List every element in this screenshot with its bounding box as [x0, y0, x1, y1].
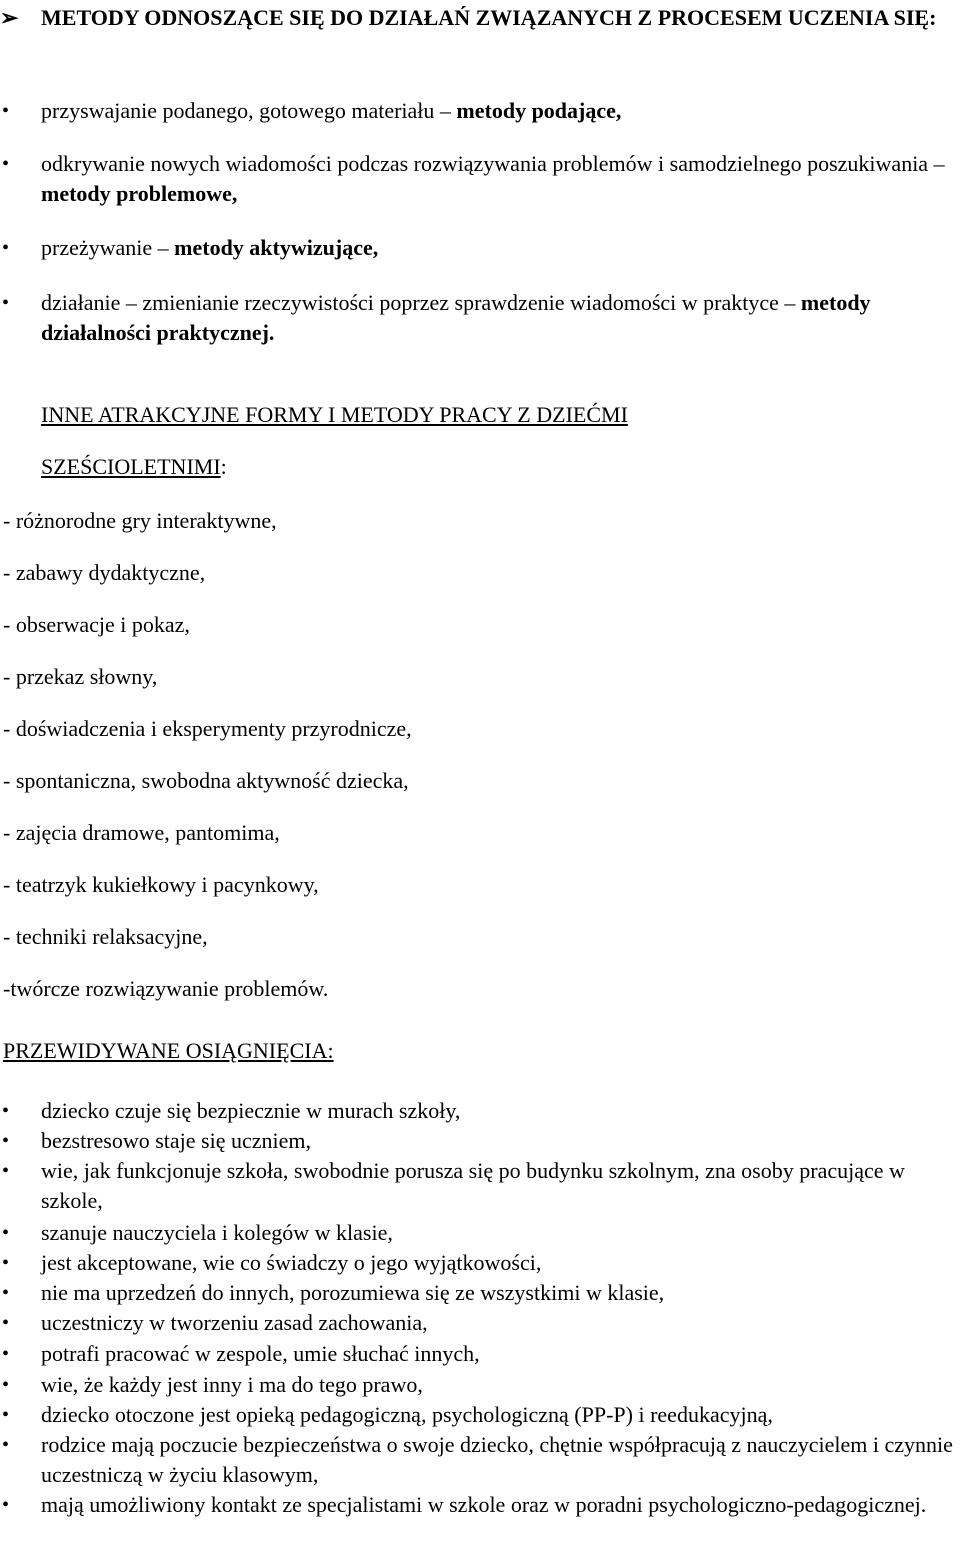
bullet-icon: •	[2, 1312, 10, 1334]
section-heading-forms-word: SZEŚCIOLETNIMI	[41, 454, 221, 479]
achievement-text: uczestniczy w tworzeniu zasad zachowania,	[41, 1310, 428, 1335]
list-item-achievement	[0, 1308, 955, 1338]
achievement-text: rodzice mają poczucie bezpieczeństwa o swoje dziecko, chętnie współpracują z nauczycielem i czynnie uczestniczą w życiu klasowym,	[41, 1432, 953, 1487]
bullet-icon: •	[2, 237, 10, 259]
bullet-icon: •	[2, 1282, 10, 1304]
list-item-form: -twórcze rozwiązywanie problemów.	[3, 976, 329, 1001]
section-heading-achievements: PRZEWIDYWANE OSIĄGNIĘCIA:	[3, 1038, 334, 1063]
list-item-form: - zabawy dydaktyczne,	[3, 560, 206, 585]
bullet-icon: •	[2, 1130, 10, 1152]
section-heading-forms-line2	[41, 452, 227, 482]
achievement-text: potrafi pracować w zespole, umie słuchać innych,	[41, 1341, 480, 1366]
list-item-achievement	[0, 1400, 955, 1430]
list-item-form: - obserwacje i pokaz,	[3, 612, 190, 637]
method-name: metody podające,	[456, 98, 622, 123]
list-item-form: - różnorodne gry interaktywne,	[3, 508, 277, 533]
list-item-achievement	[0, 1430, 955, 1490]
list-item-form: - doświadczenia i eksperymenty przyrodnicze,	[3, 716, 412, 741]
method-description: działanie – zmienianie rzeczywistości poprzez sprawdzenie wiadomości w praktyce –	[41, 290, 801, 315]
list-item-achievement	[0, 1096, 955, 1126]
list-item-method	[0, 149, 955, 209]
list-item-achievement	[0, 1156, 955, 1216]
bullet-icon: •	[2, 1494, 10, 1516]
method-name: metody aktywizujące,	[174, 235, 379, 260]
achievement-text: mają umożliwiony kontakt ze specjalistami w szkole oraz w poradni psychologiczno-pedagogicznej.	[41, 1492, 927, 1517]
bullet-icon: •	[2, 1160, 10, 1182]
list-item-form: - przekaz słowny,	[3, 664, 158, 689]
method-name: metody działalności praktycznej.	[41, 290, 871, 345]
list-item-achievement	[0, 1370, 955, 1400]
bullet-icon: •	[2, 1343, 10, 1365]
bullet-icon: •	[2, 1222, 10, 1244]
list-item-form: - teatrzyk kukiełkowy i pacynkowy,	[3, 872, 319, 897]
list-item-form: - spontaniczna, swobodna aktywność dziecka,	[3, 768, 409, 793]
list-item-achievement	[0, 1278, 955, 1308]
achievement-text: wie, jak funkcjonuje szkoła, swobodnie porusza się po budynku szkolnym, zna osoby pracujące w szkole,	[41, 1158, 905, 1213]
achievement-text: wie, że każdy jest inny i ma do tego prawo,	[41, 1372, 423, 1397]
achievement-text: dziecko czuje się bezpiecznie w murach szkoły,	[41, 1098, 461, 1123]
list-item-achievement	[0, 1248, 955, 1278]
method-description: przyswajanie podanego, gotowego materiału –	[41, 98, 457, 123]
achievement-text: nie ma uprzedzeń do innych, porozumiewa się ze wszystkimi w klasie,	[41, 1280, 665, 1305]
bullet-icon: •	[2, 292, 10, 314]
list-item-achievement	[0, 1339, 955, 1369]
achievement-text: bezstresowo staje się uczniem,	[41, 1128, 312, 1153]
bullet-icon: •	[2, 1404, 10, 1426]
arrow-bullet-icon: ➢	[0, 5, 19, 30]
bullet-icon: •	[2, 1374, 10, 1396]
list-item-method	[0, 233, 955, 263]
method-description: odkrywanie nowych wiadomości podczas rozwiązywania problemów i samodzielnego poszukiwania –	[41, 151, 945, 176]
list-item-method	[0, 96, 955, 126]
list-item-achievement	[0, 1490, 955, 1520]
bullet-icon: •	[2, 1252, 10, 1274]
section-heading-methods-text: METODY ODNOSZĄCE SIĘ DO DZIAŁAŃ ZWIĄZANYCH Z PROCESEM UCZENIA SIĘ:	[41, 5, 937, 30]
list-item-form: - zajęcia dramowe, pantomima,	[3, 820, 280, 845]
list-item-achievement	[0, 1218, 955, 1248]
bullet-icon: •	[2, 1434, 10, 1456]
list-item-achievement	[0, 1126, 955, 1156]
method-name: metody problemowe,	[41, 181, 238, 206]
list-item-form: - techniki relaksacyjne,	[3, 924, 208, 949]
section-heading-methods	[0, 3, 950, 33]
section-heading-forms-line1: INNE ATRAKCYJNE FORMY I METODY PRACY Z DZIEĆMI	[41, 402, 628, 427]
method-description: przeżywanie –	[41, 235, 175, 260]
list-item-method	[0, 288, 955, 348]
achievement-text: jest akceptowane, wie co świadczy o jego wyjątkowości,	[41, 1250, 542, 1275]
achievement-text: dziecko otoczone jest opieką pedagogiczną, psychologiczną (PP-P) i reedukacyjną,	[41, 1402, 773, 1427]
bullet-icon: •	[2, 1100, 10, 1122]
bullet-icon: •	[2, 153, 10, 175]
achievement-text: szanuje nauczyciela i kolegów w klasie,	[41, 1220, 393, 1245]
bullet-icon: •	[2, 100, 10, 122]
heading-colon: :	[220, 454, 227, 479]
